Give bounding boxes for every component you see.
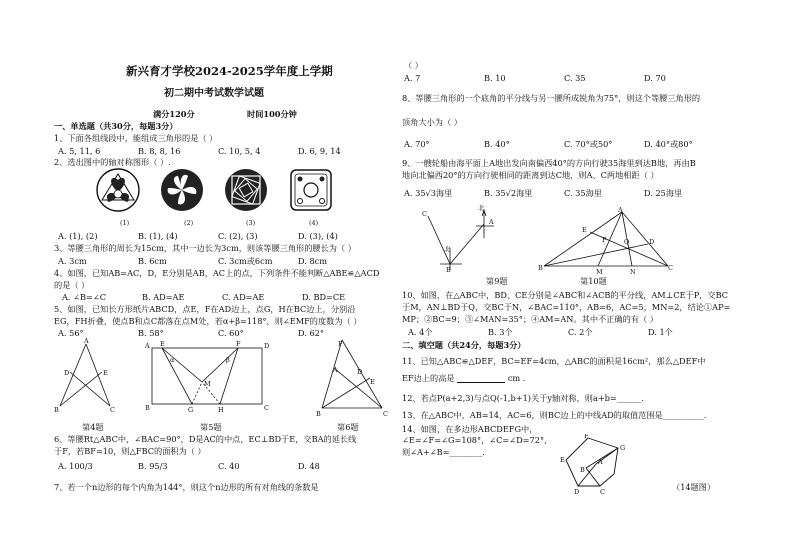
svg-text:G: G: [620, 444, 626, 452]
q9-option-a: A. 35√3海里: [404, 188, 453, 198]
exam-subtitle: 初二期中考试数学试题: [164, 88, 264, 99]
question-12: 12、若点P(a+2,3)与点Q(-1,b+1)关于y轴对称，则a+b=______.: [402, 393, 644, 403]
svg-text:M: M: [596, 268, 603, 276]
q10-option-d: D. 1个: [648, 327, 673, 337]
q6-option-c: C. 40: [218, 461, 240, 471]
q8-option-a: A. 70°: [404, 139, 430, 149]
svg-text:G: G: [188, 406, 194, 414]
q5-option-a: A. 56°: [58, 328, 84, 338]
svg-text:C: C: [264, 404, 269, 412]
svg-text:A: A: [618, 206, 623, 214]
q5-option-d: D. 62°: [298, 328, 324, 338]
q7-answer-paren: （ ）: [404, 60, 423, 70]
question-4-line-1: 4、如图，已知AB=AC，D，E分别是AB，AC上的点，下列条件不能判断△ABE≌△ACD: [54, 268, 380, 278]
exam-title: 新兴育才学校2024-2025学年度上学期: [126, 64, 333, 78]
q9-option-b: B. 35√2海里: [484, 188, 533, 198]
q3-option-d: D. 8cm: [298, 256, 328, 266]
q10-option-c: C. 2个: [568, 327, 593, 337]
question-2: 2、选出图中的轴对称图形（ ）.: [54, 157, 171, 167]
question-10-line-3: MP；②BC=9；③∠MAN=35°；④AM=AN。其中不正确的有（ ）: [402, 314, 658, 324]
question-8-line-1: 8、等腰三角形的一个底角的平分线与另一腰所成锐角为75°，则这个等腰三角形的: [402, 93, 701, 103]
q4-q5-q6-figures: [52, 338, 392, 422]
figure-q14: [560, 434, 640, 496]
q11-text: EF边上的高是: [402, 373, 455, 383]
q8-option-c: C. 70°或50°: [564, 139, 613, 149]
section-title-1: 一、单选题（共30分，每题3分）: [54, 121, 178, 131]
svg-text:E: E: [160, 340, 165, 348]
q10-option-b: B. 3个: [488, 327, 513, 337]
svg-text:D: D: [64, 369, 70, 377]
q11-blank: [457, 374, 505, 383]
score-label: 满分120分: [153, 109, 195, 119]
q4-option-d: D. BD=CE: [302, 292, 346, 302]
section-title-2: 二、填空题（共24分，每题3分）: [402, 340, 526, 350]
q6-option-a: A. 100/3: [58, 461, 93, 471]
q2-figure-3: [225, 169, 267, 211]
question-14-line-2: ∠E=∠F=∠G=108°，∠C=∠D=72°，: [402, 435, 553, 445]
question-10-line-2: 于M，AN⊥BD于Q，交BC于N，∠BAC=110°，AB=6，AC=5，MN=2，结论①AP=: [402, 302, 731, 312]
svg-text:P: P: [602, 236, 607, 244]
question-7: 7、若一个n边形的每个内角为144°，则这个n边形的所有对角线的条数是: [54, 482, 319, 492]
question-9-line-2: 地向北偏西20°的方向行驶相同的距离到达C地，则A、C两地相距（ ）: [402, 170, 659, 180]
figure-caption-q14: （14题图）: [672, 482, 716, 492]
q2-figure-1: [97, 169, 139, 211]
question-5-line-1: 5、如图，已知长方形纸片ABCD，点E，F在AD边上，点G，H在BC边上，分别沿: [54, 304, 356, 314]
svg-text:E: E: [370, 378, 375, 386]
q1-option-b: B. 8, 8, 16: [138, 146, 181, 156]
q7-option-c: C. 35: [564, 73, 586, 83]
q11-unit: cm .: [507, 373, 526, 383]
time-label: 时间100分钟: [247, 109, 297, 119]
question-10-line-1: 10、如图，在△ABC中，BD、CE分别是∠ABC和∠ACB的平分线，AM⊥CE于P，交BC: [402, 290, 729, 300]
svg-text:C: C: [110, 406, 115, 414]
q9-option-d: D. 25海里: [644, 188, 683, 198]
svg-text:E: E: [582, 226, 587, 234]
q1-option-a: A. 5, 11, 6: [58, 146, 101, 156]
q5-option-c: C. 60°: [218, 328, 244, 338]
svg-text:D: D: [357, 368, 363, 376]
q9-q10-figures: [422, 204, 772, 278]
svg-text:C: C: [600, 488, 605, 496]
svg-text:B: B: [145, 404, 150, 412]
question-6-line-2: 于F，若BF=10，则△FBC的面积为（ ）: [54, 446, 206, 456]
svg-text:B: B: [538, 264, 543, 272]
q2-option-c: C. (2), (3): [218, 231, 258, 241]
q2-fig-label-4: (4): [309, 219, 319, 227]
svg-text:F: F: [338, 340, 343, 348]
svg-text:C: C: [668, 264, 673, 272]
svg-text:北: 北: [444, 245, 451, 253]
svg-text:北: 北: [478, 204, 485, 212]
figure-caption-q10: 第10题: [580, 276, 607, 286]
q8-option-d: D. 40°或80°: [644, 139, 693, 149]
svg-text:A: A: [84, 338, 89, 345]
svg-text:F: F: [236, 340, 241, 348]
q4-option-a: A. ∠B=∠C: [62, 292, 106, 302]
figure-caption-q4: 第4题: [82, 422, 104, 432]
svg-text:β: β: [226, 356, 230, 364]
question-1: 1、下面各组线段中，能组成三角形的是（ ）: [54, 133, 218, 143]
question-6-line-1: 6、等腰Rt△ABC中，∠BAC=90°，D是AC的中点，EC⊥BD于E，交BA的延长线: [54, 434, 357, 444]
figure-q5: [152, 348, 262, 404]
figure-caption-q5: 第5题: [200, 422, 222, 432]
question-14-line-3: 则∠A+∠B=________.: [402, 447, 485, 457]
q2-option-a: A. (1), (2): [58, 231, 98, 241]
q2-fig-label-2: (2): [184, 219, 194, 227]
svg-text:F: F: [584, 434, 589, 440]
question-5-line-2: EG，FH折叠，使点B和点C都落在点M处，若α+β=118°，则∠EMF的度数为（ ）: [54, 316, 362, 326]
svg-text:C: C: [383, 410, 388, 418]
svg-text:Q: Q: [624, 238, 630, 246]
figure-q9: [428, 210, 494, 270]
q4-option-c: C. AD=AE: [222, 292, 265, 302]
q2-figure-2: [161, 169, 203, 211]
svg-text:A: A: [489, 218, 494, 226]
svg-text:D: D: [649, 238, 655, 246]
question-3: 3、等腰三角形的周长为15cm，其中一边长为3cm，则该等腰三角形的腰长为（ ）: [54, 243, 356, 253]
question-11-line-1: 11、已知△ABC≌△DEF，BC=EF=4cm，△ABC的面积是16cm²，那么△DEF中: [402, 356, 706, 366]
q2-figure-4: [291, 170, 331, 210]
svg-text:A: A: [598, 458, 603, 466]
q6-option-d: D. 48: [298, 461, 320, 471]
q1-option-d: D. 6, 9, 14: [298, 146, 341, 156]
figure-q6: [322, 340, 382, 408]
figure-caption-q9: 第9题: [486, 276, 508, 286]
question-8-line-2: 顶角大小为（ ）: [402, 117, 462, 127]
svg-text:B: B: [446, 266, 451, 274]
figure-caption-q6: 第6题: [337, 422, 359, 432]
q10-option-a: A. 4个: [408, 327, 433, 337]
svg-text:E: E: [560, 456, 565, 464]
q7-option-a: A. 7: [404, 73, 421, 83]
q8-option-b: B. 40°: [484, 139, 510, 149]
q5-option-b: B. 58°: [138, 328, 164, 338]
q3-option-b: B. 6cm: [138, 256, 167, 266]
question-14-line-1: 14、如图，在多边形ABCDEFG中，: [402, 424, 538, 434]
svg-text:D: D: [264, 342, 270, 350]
question-9-line-1: 9、一艘轮船由海平面上A地出发向南偏西40°的方向行驶35海里到达B地，再由B: [402, 158, 696, 168]
q9-option-c: C. 35海里: [564, 188, 602, 198]
q7-option-d: D. 70: [644, 73, 666, 83]
q6-option-b: B. 95/3: [138, 461, 168, 471]
svg-text:A: A: [145, 342, 150, 350]
q2-option-d: D. (3), (4): [298, 231, 338, 241]
question-4-line-2: 的是（ ）: [54, 280, 90, 290]
question-11-line-2: [402, 373, 525, 383]
svg-text:B: B: [54, 406, 59, 414]
svg-text:α: α: [170, 356, 175, 364]
svg-text:M: M: [204, 380, 211, 388]
svg-text:B: B: [316, 410, 321, 418]
svg-text:A: A: [333, 366, 338, 374]
q2-figures: [94, 166, 344, 218]
q2-fig-label-1: (1): [120, 219, 130, 227]
q4-option-b: B. AD=AE: [142, 292, 185, 302]
q1-option-c: C. 10, 5, 4: [218, 146, 261, 156]
svg-text:B: B: [580, 466, 585, 474]
svg-text:N: N: [630, 268, 636, 276]
svg-text:H: H: [218, 406, 224, 414]
q2-fig-label-3: (3): [246, 219, 256, 227]
question-13: 13、在△ABC中，AB=14，AC=6，则BC边上的中线AD的取值范围是__________.: [402, 410, 707, 420]
q7-option-b: B. 10: [484, 73, 506, 83]
svg-text:E: E: [103, 369, 108, 377]
svg-text:D: D: [574, 488, 580, 496]
q3-option-a: A. 3cm: [58, 256, 87, 266]
q2-option-b: B. (1), (4): [138, 231, 178, 241]
q3-option-c: C. 3cm或6cm: [218, 256, 273, 266]
svg-text:C: C: [422, 210, 427, 218]
